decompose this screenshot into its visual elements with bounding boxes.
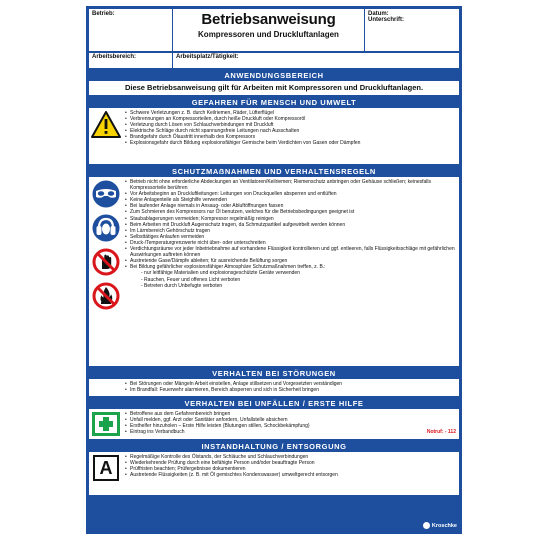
section-heading-gefahren: GEFAHREN FÜR MENSCH UND UMWELT (89, 97, 459, 108)
list-item: • Prüffristen beachten; Prüfergebnisse dokumentieren (125, 466, 456, 472)
list-item: • Schwere Verletzungen z. B. durch Keilriemen, Räder, Lüfterflügel (125, 110, 456, 116)
list-item: • Betrieb nicht ohne erforderliche Abdeckungen an Ventilatoren/Keilriemen; Riemenschutz anbringen oder Gehäuse schließen; keinesfalls Kompressorteile berühren (125, 179, 456, 191)
title-cell (173, 9, 365, 51)
list-item: • Verdichtungsräume vor jeder Inbetriebnahme auf vorhandene Flüssigkeit kontrollieren und ggf. entleeren, falls Flüssigkeitsschläge mit gefährlichen Auswirkungen auftreten können (125, 246, 456, 258)
instandhaltung-box (89, 452, 459, 495)
schutz-box (89, 177, 459, 366)
list-item: • Bei Bildung gefährlicher explosionsfähiger Atmosphäre Schutzmaßnahmen treffen, z. B.: (125, 264, 456, 270)
arbeitsplatz-label: Arbeitsplatz/Tätigkeit: (176, 54, 239, 60)
list-item: • Elektrische Schläge durch nicht spannungsfreie Leitungen nach Ausschalten (125, 128, 456, 134)
list-sub-item: - Betreten durch Unbefugte verboten (141, 282, 223, 289)
operating-instruction-sheet (86, 6, 462, 534)
list-item: • Regelmäßige Kontrolle des Ölstands, der Schläuche und Schlauchverbindungen (125, 454, 456, 460)
hearing-protection-icon (92, 214, 120, 242)
list-item: • Betroffene aus dem Gefahrenbereich bringen (125, 411, 456, 417)
header-row (89, 9, 459, 51)
list-item: • Vor Arbeitsbeginn an Druckluftleitungen: Leitungen von Druckquellen absperren und entlüften (125, 191, 456, 197)
gefahren-list (123, 108, 459, 164)
no-touching-icon (92, 248, 120, 276)
list-item: • Verletzung durch Lösen von Schlauchverbindungen mit Druckluft (125, 122, 456, 128)
list-item: • Verbrennungen an Kompressorteilen, durch heiße Druckluft oder Kompressoröl (125, 116, 456, 122)
list-item: • Im Brandfall: Feuerwehr alarmieren, Bereich absperren und sich in Sicherheit bringen (125, 387, 456, 393)
list-item: • Austretende Flüssigkeiten (z. B. mit Öl gemischtes Kondenswasser) umweltgerecht entsorgen (125, 472, 456, 478)
instandhaltung-icons (89, 452, 123, 495)
instructed-persons-sign-icon (93, 455, 119, 481)
arbeitsbereich-label: Arbeitsbereich: (92, 54, 137, 60)
sign-letter: A (99, 457, 113, 478)
list-item: • Bei laufender Anlage niemals in Ansaug- oder Abluftöffnungen fassen (125, 203, 456, 209)
schutz-list (123, 177, 459, 366)
list-item: • Selbsttätiges Anlaufen vermeiden (125, 234, 456, 240)
section-heading-unfaelle: VERHALTEN BEI UNFÄLLEN / ERSTE HILFE (89, 398, 459, 409)
stoerungen-list (89, 379, 459, 396)
unfaelle-box (89, 409, 459, 439)
section-heading-instandhaltung: INSTANDHALTUNG / ENTSORGUNG (89, 441, 459, 452)
brand-logo-icon (423, 522, 430, 529)
stoerungen-box (89, 379, 459, 396)
sheet-inner (89, 9, 459, 531)
list-item: • Im Lärmbereich Gehörschutz tragen (125, 228, 456, 234)
list-item: • Zum Schmieren des Kompressors nur Öl benutzen, welches für die Betriebsbedingungen geeignet ist (125, 209, 456, 215)
list-item: • Explosionsgefahr durch Bildung explosionsfähiger Gemische beim Verdichten von Gasen oder Dämpfen (125, 140, 456, 146)
list-item: • Druck-/Temperaturgrenzwerte nicht über- oder unterschreiten (125, 240, 456, 246)
list-item: • Wiederkehrende Prüfung durch eine befähigte Person und/oder beauftragte Person (125, 460, 456, 466)
brand-name: Kroschke (431, 522, 457, 529)
header-row-2 (89, 53, 459, 68)
list-item: • Keine Anlagenteile als Steighilfe verwenden (125, 197, 456, 203)
date-signature-cell (365, 9, 459, 51)
section-heading-stoerungen: VERHALTEN BEI STÖRUNGEN (89, 368, 459, 379)
unterschrift-label: Unterschrift: (368, 17, 405, 23)
list-item: • Brandgefahr durch Ölaustritt innerhalb des Kompressors (125, 134, 456, 140)
unfaelle-list (123, 409, 459, 439)
gefahren-box (89, 108, 459, 164)
list-item: • Austretende Gase/Dämpfe ableiten; für ausreichende Belüftung sorgen (125, 258, 456, 264)
list-item: • Bei Störungen oder Mängeln Arbeit einstellen, Anlage stillsetzen und Vorgesetzten verständigen (125, 381, 456, 387)
gefahren-icons (89, 108, 123, 164)
betrieb-cell (89, 9, 173, 51)
list-sub-item: - Rauchen, Feuer und offenes Licht verboten (141, 276, 241, 283)
arbeitsbereich-cell (89, 53, 173, 68)
datum-label: Datum: (368, 11, 389, 17)
brand-logo (423, 522, 457, 529)
arbeitsplatz-cell (173, 53, 459, 68)
list-item: • Staubablagerungen vermeiden; Kompressor regelmäßig reinigen (125, 216, 456, 222)
emergency-number: Notruf: - 112 (426, 429, 456, 436)
list-sub-item: - nur leitfähige Materialien und explosionsgeschützte Geräte verwenden (141, 270, 300, 277)
section-heading-anwendungsbereich: ANWENDUNGSBEREICH (89, 70, 459, 81)
document-subtitle: Kompressoren und Druckluftanlagen (198, 30, 339, 39)
list-item: • Beim Arbeiten mit Druckluft Augenschutz tragen, da Schmutzpartikel aufgewirbelt werden können (125, 222, 456, 228)
instandhaltung-list (123, 452, 459, 495)
first-aid-icon (92, 412, 120, 436)
list-item: • Unfall melden, ggf. Arzt oder Sanitäter anfordern, Unfallstelle absichern (125, 417, 456, 423)
unfaelle-icons (89, 409, 123, 439)
list-item: • Ersthelfer hinzuholen – Erste Hilfe leisten (Blutungen stillen, Schockbekämpfung) (125, 423, 456, 429)
no-open-flame-icon (92, 282, 120, 310)
eye-protection-icon (92, 180, 120, 208)
section-heading-schutz: SCHUTZMAẞNAHMEN UND VERHALTENSREGELN (89, 166, 459, 177)
list-item: • Eintrag ins Verbandbuch (125, 429, 456, 435)
schutz-icons (89, 177, 123, 366)
document-title: Betriebsanweisung (201, 11, 336, 28)
warning-triangle-icon (91, 111, 121, 138)
betrieb-label: Betrieb: (92, 11, 115, 17)
scope-text: Diese Betriebsanweisung gilt für Arbeiten mit Kompressoren und Druckluftanlagen. (89, 81, 459, 95)
